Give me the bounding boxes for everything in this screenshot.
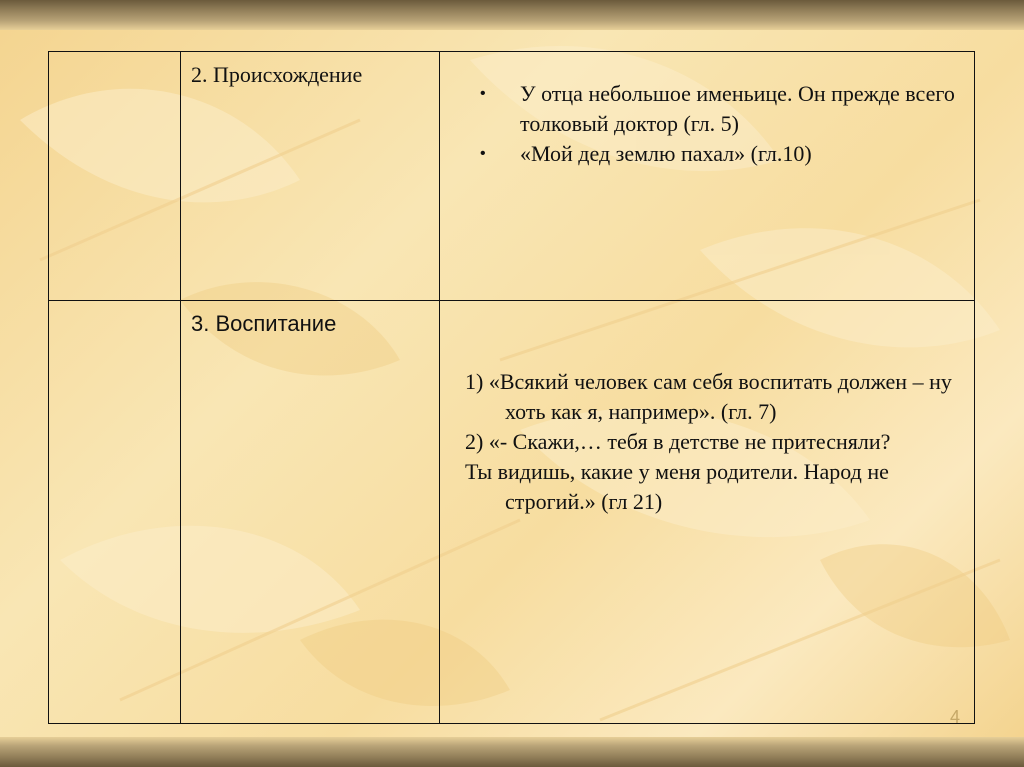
list-item-text: «Мой дед землю пахал» (гл.10) — [520, 141, 812, 166]
list-item — [480, 139, 964, 169]
table-row — [49, 52, 975, 301]
quote-line: Ты видишь, какие у меня родители. Народ не строгий.» (гл 21) — [465, 459, 889, 514]
table-cell-empty — [49, 52, 181, 301]
quote-line: 2) «- Скажи,… тебя в детстве не притесняли? — [465, 429, 891, 454]
table-cell-label — [181, 52, 440, 301]
quote-line: 1) «Всякий человек сам себя воспитать должен – ну хоть как я, например». (гл. 7) — [465, 369, 952, 424]
table-cell-content — [440, 52, 975, 301]
origin-bullet-list — [440, 52, 974, 169]
table-cell-empty — [49, 301, 181, 724]
bottom-decorative-band — [0, 737, 1024, 767]
bullet-icon: • — [480, 145, 486, 162]
table-cell-content — [440, 301, 975, 724]
table-cell-label — [181, 301, 440, 724]
origin-label: 2. Происхождение — [191, 62, 363, 87]
list-item — [480, 79, 964, 139]
top-decorative-band — [0, 0, 1024, 30]
upbringing-quotes — [440, 301, 974, 517]
list-item-text: У отца небольшое именьице. Он прежде всего толковый доктор (гл. 5) — [520, 81, 955, 136]
upbringing-label: 3. Воспитание — [191, 311, 337, 336]
content-table — [48, 51, 975, 724]
page-number: 4 — [950, 707, 961, 727]
bullet-icon: • — [480, 85, 486, 102]
table-row — [49, 301, 975, 724]
